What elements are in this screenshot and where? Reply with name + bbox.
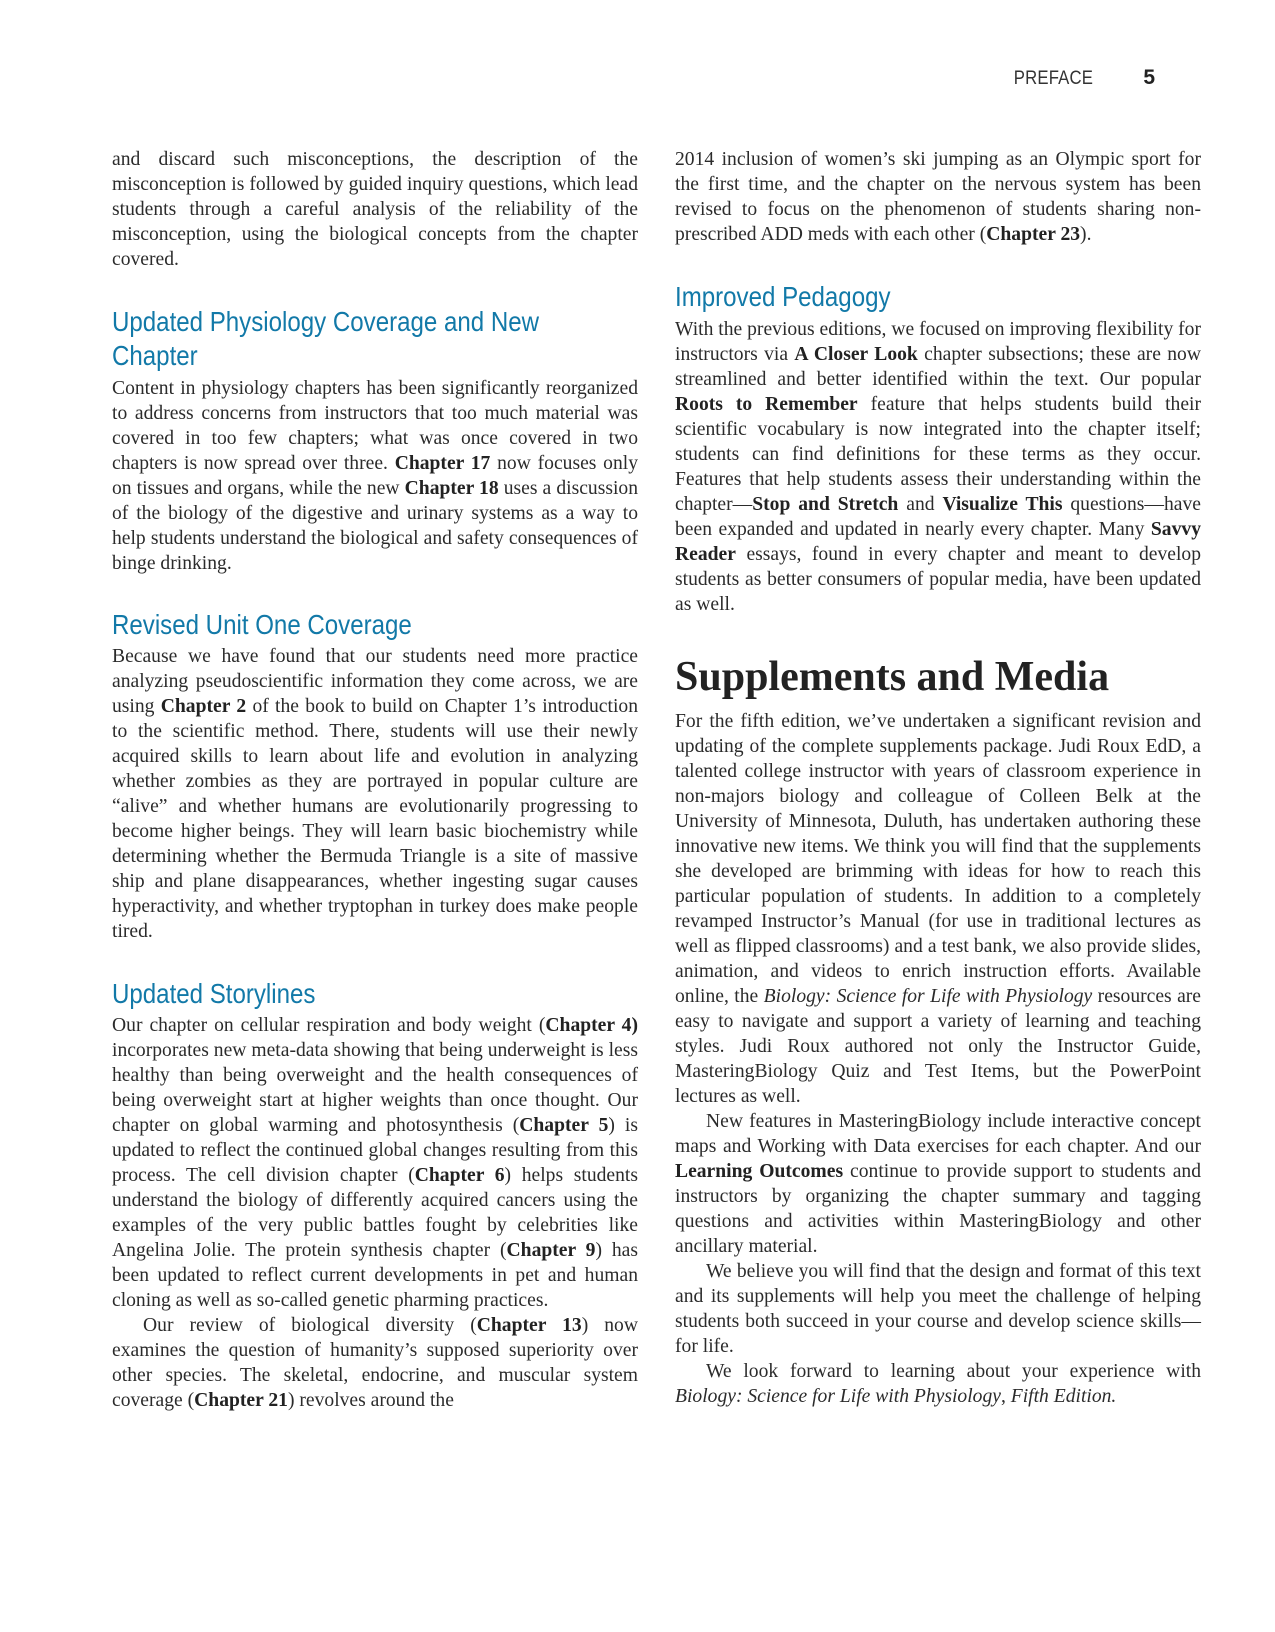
physiology-paragraph: Content in physiology chapters has been significantly reorganized to address concerns from instructors that too much material was covered in too few chapters; what was once covered in two chapters is now spread over three. Chapter 17 now focuses only on tissues and organs, while the new Chapter 18 uses a discussion of the biology of the digestive and urinary systems as a way to help students understand the biological and safety consequences of binge drinking. bbox=[112, 378, 638, 574]
heading-physiology-coverage bbox=[112, 305, 564, 373]
closing-paragraph: We look forward to learning about your experience with Biology: Science for Life with Physiology, Fifth Edition. bbox=[675, 1361, 1201, 1407]
heading-supplements-and-media: Supplements and Media bbox=[675, 654, 1110, 700]
continued-paragraph: and discard such misconceptions, the description of the misconception is followed by guided inquiry questions, which lead students through a careful analysis of the reliability of the misconception, using the biological concepts from the chapter covered. bbox=[112, 149, 638, 270]
heading-line: Updated Physiology Coverage and New bbox=[112, 306, 540, 337]
right-column bbox=[675, 147, 1201, 1409]
heading-pedagogy: Improved Pedagogy bbox=[675, 281, 891, 312]
believe-paragraph: We believe you will find that the design and format of this text and its supplements will help you meet the challenge of helping students both succeed in your course and develop science skills—for life. bbox=[675, 1261, 1201, 1357]
continued-paragraph: 2014 inclusion of women’s ski jumping as an Olympic sport for the first time, and the chapter on the nervous system has been revised to focus on the phenomenon of students sharing non-prescribed ADD meds with each other (Chapter 23). bbox=[675, 149, 1201, 245]
new-features-paragraph: New features in MasteringBiology include interactive concept maps and Working with Data exercises for each chapter. And our Learning Outcomes continue to provide support to students and instructors by organizing the chapter summary and tagging questions and activities within MasteringBiology and other ancillary material. bbox=[675, 1111, 1201, 1257]
section-label: PREFACE bbox=[1014, 68, 1094, 89]
left-column bbox=[112, 147, 638, 1413]
pedagogy-paragraph: With the previous editions, we focused on improving flexibility for instructors via A Closer Look chapter subsections; these are now streamlined and better identified within the text. Our popular Roots to Remember feature that helps students build their scientific vocabulary is now integrated into the chapter itself; students can find definitions for these terms as they occur. Features that help students assess their understanding within the chapter—Stop and Stretch and Visualize This questions—have been expanded and updated in nearly every chapter. Many Savvy Reader essays, found in every chapter and meant to develop students as better consumers of popular media, have been updated as well. bbox=[675, 319, 1202, 615]
unit-one-paragraph: Because we have found that our students need more practice analyzing pseudoscientific information they come across, we are using Chapter 2 of the book to build on Chapter 1’s introduction to the scientific method. There, students will use their newly acquired skills to learn about life and evolution in analyzing whether zombies as they are portrayed in popular culture are “alive” and whether humans are evolutionarily progressing to become higher beings. They will learn basic biochemistry while determining whether the Bermuda Triangle is a site of massive ship and plane disappearances, whether ingesting sugar causes hyperactivity, and whether tryptophan in turkey does make people tired. bbox=[112, 646, 638, 942]
heading-line: Chapter bbox=[112, 340, 198, 371]
running-header bbox=[1003, 66, 1155, 90]
heading-unit-one: Revised Unit One Coverage bbox=[112, 609, 412, 640]
heading-storylines: Updated Storylines bbox=[112, 978, 316, 1009]
page-number: 5 bbox=[1143, 66, 1155, 89]
storylines-paragraph: Our chapter on cellular respiration and body weight (Chapter 4) incorporates new meta-data showing that being underweight is less healthy than being overweight and the health consequences of being overweight start at higher weights than once thought. Our chapter on global warming and photosynthesis (Chapter 5) is updated to reflect the continued global changes resulting from this process. The cell division chapter (Chapter 6) helps students understand the biology of differently acquired cancers using the examples of the very public battles fought by celebrities like Angelina Jolie. The protein synthesis chapter (Chapter 9) has been updated to reflect current developments in pet and human cloning as well as so-called genetic pharming practices. bbox=[112, 1015, 638, 1311]
supplements-paragraph: For the fifth edition, we’ve undertaken a significant revision and updating of the complete supplements package. Judi Roux EdD, a talented college instructor with years of classroom experience in non-majors biology and colleague of Colleen Belk at the University of Minnesota, Duluth, has undertaken authoring these innovative new items. We think you will find that the supplements she developed are brimming with ideas for how to reach this particular population of students. In addition to a completely revamped Instructor’s Manual (for use in traditional lectures as well as flipped classrooms) and a test bank, we also provide slides, animation, and videos to enrich instruction efforts. Available online, the Biology: Science for Life with Physiology resources are easy to navigate and support a variety of learning and teaching styles. Judi Roux authored not only the Instructor Guide, MasteringBiology Quiz and Test Items, but the PowerPoint lectures as well. bbox=[675, 711, 1202, 1107]
diversity-paragraph: Our review of biological diversity (Chapter 13) now examines the question of humanity’s supposed superiority over other species. The skeletal, endocrine, and muscular system coverage (Chapter 21) revolves around the bbox=[112, 1315, 638, 1411]
